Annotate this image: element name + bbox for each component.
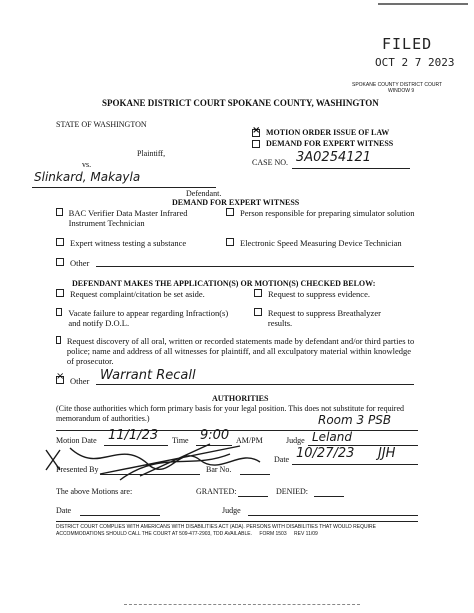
defendant-name-handwritten: Slinkard, Makayla [34, 170, 141, 184]
attorney-signature [40, 440, 280, 484]
filed-stamp-title: FILED [382, 35, 433, 53]
title-option-expert[interactable]: DEMAND FOR EXPERT WITNESS [252, 139, 393, 148]
filed-stamp-window: WINDOW 9 [388, 88, 415, 94]
vs-label: vs. [82, 160, 92, 169]
granted-label: GRANTED: [196, 487, 237, 496]
plaintiff-label: Plaintiff, [137, 149, 166, 158]
time-label: Time [172, 436, 189, 445]
checkbox[interactable] [226, 238, 234, 246]
checkbox-checked[interactable] [56, 376, 64, 384]
authorities-heading: AUTHORITIES [212, 394, 269, 403]
presented-by-label: Presented By [56, 465, 99, 474]
checkbox-checked[interactable] [252, 129, 260, 137]
bar-no-line [240, 474, 270, 475]
result-judge-label: Judge [222, 506, 241, 515]
defendant-line [32, 187, 216, 188]
filed-stamp-date: OCT 2 7 2023 [375, 56, 455, 69]
title-option-motion[interactable]: ×MOTION ORDER ISSUE OF LAW [252, 128, 389, 137]
expert-option-other[interactable]: Other [56, 258, 116, 268]
defendant-label: Defendant. [186, 189, 222, 198]
checkbox[interactable] [56, 336, 61, 344]
result-date-line [80, 515, 160, 516]
state-label: STATE OF WASHINGTON [56, 120, 147, 129]
checkbox[interactable] [56, 308, 62, 316]
scan-mark-bottom [124, 604, 360, 606]
checkbox[interactable] [56, 258, 64, 266]
ada-notice: DISTRICT COURT COMPLIES WITH AMERICANS WITH DISABILITIES ACT (ADA). PERSONS WITH DISABILITIES THAT WOULD REQUIRE ACCOMMODATIONS SHOULD CALL THE COURT AT 509-477-2903, TDD AVAILABLE. FORM 1503 REV 11/09 [56, 524, 376, 537]
presented-date-line [292, 464, 418, 465]
motion-date-label: Motion Date [56, 436, 97, 445]
case-no-line [292, 168, 410, 169]
court-title: SPOKANE DISTRICT COURT SPOKANE COUNTY, WASHINGTON [102, 98, 379, 108]
ampm-label: AM/PM [236, 436, 263, 445]
denied-label: DENIED: [276, 487, 308, 496]
motion-set-aside[interactable]: Request complaint/citation be set aside. [56, 289, 246, 299]
result-date-label: Date [56, 506, 72, 515]
checkbox[interactable] [226, 208, 234, 216]
checkbox[interactable] [254, 308, 262, 316]
room-handwritten: Room 3 PSB [318, 413, 392, 427]
checkbox[interactable] [56, 208, 63, 216]
expert-option-speed[interactable]: Electronic Speed Measuring Device Technician [226, 238, 416, 248]
initials-handwritten: JJH [378, 446, 396, 461]
result-judge-line [248, 515, 418, 516]
case-no-handwritten: 3A0254121 [296, 150, 372, 165]
authorities-text: (Cite those authorities which form primary basis for your legal position. This does not substitute for required memorandum of authorities.) [56, 404, 405, 423]
motion-discovery[interactable]: Request discovery of all oral, written or recorded statements made by defendant and/or third parties to police; name and address of all witnesses for plaintiff, and all exculpatory material within knowledge of prosecutor. [56, 336, 416, 366]
expert-heading: DEMAND FOR EXPERT WITNESS [172, 198, 300, 207]
motion-date-handwritten: 11/1/23 [108, 428, 159, 443]
checkbox[interactable] [56, 289, 64, 297]
above-motions-label: The above Motions are: [56, 487, 133, 496]
expert-option-substance[interactable]: Expert witness testing a substance [56, 238, 226, 248]
expert-option-simulator[interactable]: Person responsible for preparing simulator solution [226, 208, 416, 218]
judge-label: Judge [286, 436, 305, 445]
presented-date-handwritten: 10/27/23 [296, 446, 355, 461]
time-handwritten: 9:00 [200, 428, 230, 443]
checkbox[interactable] [56, 238, 64, 246]
motion-suppress-breathalyzer[interactable]: Request to suppress Breathalyzer results. [254, 308, 404, 328]
granted-line [238, 496, 268, 497]
filed-stamp-clerk: SPOKANE COUNTY DISTRICT COURT [352, 82, 443, 88]
motion-other-line [96, 384, 414, 385]
presented-by-line [100, 474, 200, 475]
expert-option-bac[interactable]: BAC Verifier Data Master Infrared Instrument Technician [56, 208, 222, 228]
motion-vacate-fta[interactable]: Vacate failure to appear regarding Infraction(s) and notify D.O.L. [56, 308, 232, 328]
judge-handwritten: Leland [312, 430, 352, 444]
motions-heading: DEFENDANT MAKES THE APPLICATION(S) OR MOTION(S) CHECKED BELOW: [72, 279, 376, 288]
motion-other-handwritten: Warrant Recall [100, 368, 196, 383]
motion-suppress-evidence[interactable]: Request to suppress evidence. [254, 289, 414, 299]
expert-other-line [96, 266, 414, 267]
denied-line [314, 496, 344, 497]
scan-mark [378, 3, 468, 5]
checkbox[interactable] [254, 289, 262, 297]
bar-no-label: Bar No. [206, 465, 232, 474]
footer-rule [56, 521, 418, 522]
presented-date-label: Date [274, 455, 290, 464]
motion-other[interactable]: × Other [56, 376, 116, 386]
case-no-label: CASE NO. [252, 158, 289, 167]
checkbox[interactable] [252, 140, 260, 148]
